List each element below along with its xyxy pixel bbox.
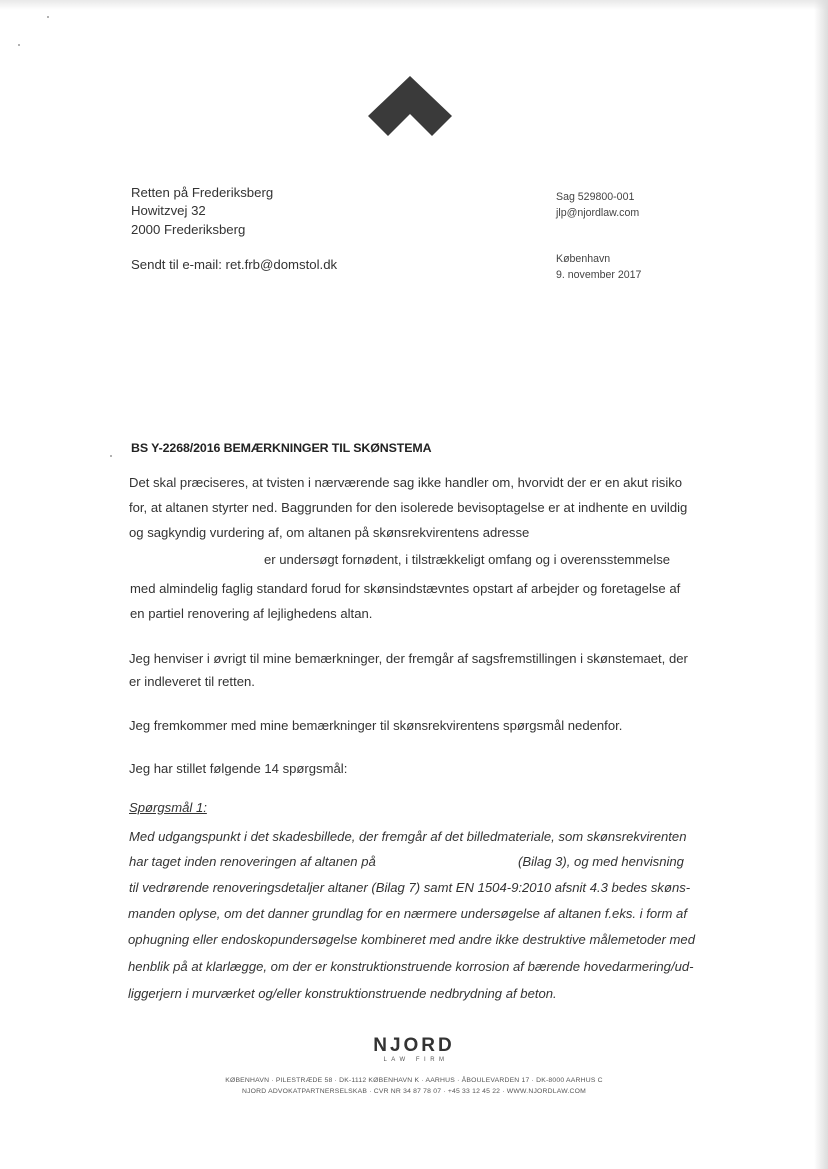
place-and-date bbox=[556, 251, 641, 283]
text-line: manden oplyse, om det danner grundlag for en nærmere undersøgelse af altanen f.eks. i form af bbox=[128, 906, 687, 921]
text-line: er indleveret til retten. bbox=[129, 674, 255, 689]
text-line: Med udgangspunkt i det skadesbillede, der fremgår af det billedmateriale, som skønsrekvirenten bbox=[129, 829, 687, 844]
firm-subtitle: LAW FIRM bbox=[383, 1057, 449, 1063]
recipient-address bbox=[131, 184, 273, 239]
letter-date: 9. november 2017 bbox=[556, 269, 642, 281]
text-line: er undersøgt fornødent, i tilstrækkeligt omfang og i overensstemmelse bbox=[264, 552, 671, 567]
footer-firm-logo bbox=[0, 1036, 828, 1063]
firm-name: NJORD bbox=[373, 1035, 455, 1056]
text-line: en partiel renovering af lejlighedens altan. bbox=[130, 606, 373, 621]
sent-via-email: Sendt til e-mail: ret.frb@domstol.dk bbox=[131, 257, 338, 272]
text-line: Jeg fremkommer med mine bemærkninger til skønsrekvirentens spørgsmål nedenfor. bbox=[129, 718, 623, 733]
recipient-city: 2000 Frederiksberg bbox=[131, 221, 246, 237]
text-line: Jeg har stillet følgende 14 spørgsmål: bbox=[129, 761, 348, 776]
text-line: med almindelig faglig standard forud for skønsindstævntes opstart af arbejder og foretagelse af bbox=[130, 581, 681, 596]
footer-company-line: NJORD ADVOKATPARTNERSELSKAB · CVR NR 34 87 78 07 · +45 33 12 45 22 · WWW.NJORDLAW.COM bbox=[241, 1088, 587, 1095]
text-line: henblik på at klarlægge, om der er konstruktionstruende korrosion af bærende hovedarmering/ud- bbox=[128, 959, 694, 974]
footer-address-line: KØBENHAVN · PILESTRÆDE 58 · DK-1112 KØBENHAVN K · AARHUS · ÅBOULEVARDEN 17 · DK-8000 AARHUS C bbox=[225, 1077, 603, 1084]
case-number: Sag 529800-001 bbox=[556, 191, 635, 203]
njord-chevron-logo-icon bbox=[368, 76, 452, 138]
text-line: Det skal præciseres, at tvisten i nærværende sag ikke handler om, hvorvidt der er en akut risiko bbox=[129, 475, 683, 490]
case-reference bbox=[556, 189, 639, 221]
letter-city: København bbox=[556, 253, 611, 265]
text-line: (Bilag 3), og med henvisning bbox=[518, 854, 684, 869]
text-line: til vedrørende renoveringsdetaljer altaner (Bilag 7) samt EN 1504-9:2010 afsnit 4.3 bedes skøns- bbox=[129, 880, 691, 895]
scan-shadow-top bbox=[0, 0, 828, 10]
document-title: BS Y-2268/2016 BEMÆRKNINGER TIL SKØNSTEMA bbox=[131, 441, 432, 455]
scan-speck bbox=[110, 455, 112, 457]
recipient-street: Howitzvej 32 bbox=[131, 203, 206, 219]
text-line: Jeg henviser i øvrigt til mine bemærkninger, der fremgår af sagsfremstillingen i skønstemaet, der bbox=[129, 651, 688, 666]
recipient-name: Retten på Frederiksberg bbox=[131, 185, 274, 200]
scan-shadow-right bbox=[814, 0, 828, 1169]
scan-speck bbox=[18, 44, 20, 46]
question-1-heading: Spørgsmål 1: bbox=[129, 800, 207, 815]
text-line: og sagkyndig vurdering af, om altanen på skønsrekvirentens adresse bbox=[129, 525, 530, 540]
text-line: liggerjern i murværket og/eller konstruktionstruende nedbrydning af beton. bbox=[128, 986, 557, 1001]
text-line: har taget inden renoveringen af altanen på bbox=[129, 854, 376, 869]
text-line: for, at altanen styrter ned. Baggrunden for den isolerede bevisoptagelse er at indhente en uvildig bbox=[129, 500, 688, 515]
text-line: ophugning eller endoskopundersøgelse kombineret med andre ikke destruktive målemetoder med bbox=[128, 932, 695, 947]
case-email: jlp@njordlaw.com bbox=[556, 207, 640, 219]
scan-speck bbox=[47, 16, 49, 18]
